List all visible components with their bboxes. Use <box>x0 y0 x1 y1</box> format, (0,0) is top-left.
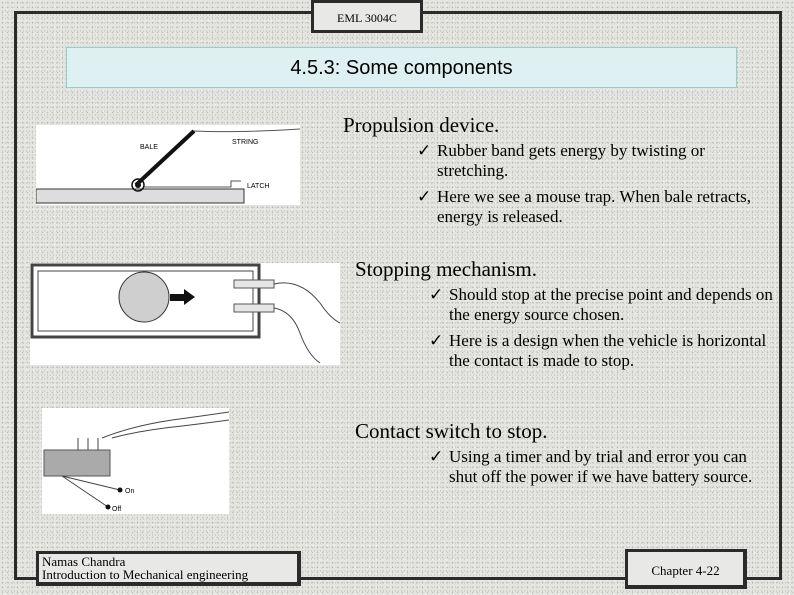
check-icon: ✓ <box>429 447 444 466</box>
on-label: On <box>125 488 135 495</box>
contact-switch-heading: Contact switch to stop. <box>355 419 548 443</box>
course-code-tab: EML 3004C <box>311 0 423 33</box>
contact-switch-bullet-1: ✓ Using a timer and by trial and error you can shut off the power if we have battery source. <box>429 447 753 486</box>
stopping-mechanism-figure <box>30 263 340 365</box>
stopping-bullet-1: ✓ Should stop at the precise point and depends on the energy source chosen. <box>429 285 773 324</box>
off-label: Off <box>112 506 122 513</box>
slide-title: 4.5.3: Some components <box>66 47 737 88</box>
propulsion-bullet-1: ✓ Rubber band gets energy by twisting or stretching. <box>417 141 705 180</box>
mouse-trap-figure <box>36 125 300 205</box>
footer-course-name: Introduction to Mechanical engineering <box>42 567 249 582</box>
check-icon: ✓ <box>429 285 444 304</box>
bale-label: BALE <box>140 144 158 151</box>
page-number: Chapter 4-22 <box>625 549 747 589</box>
check-icon: ✓ <box>417 187 432 206</box>
check-icon: ✓ <box>429 331 444 350</box>
propulsion-heading: Propulsion device. <box>343 113 500 137</box>
footer-author-box <box>36 551 301 586</box>
check-icon: ✓ <box>417 141 432 160</box>
stopping-bullet-2: ✓ Here is a design when the vehicle is horizontal the contact is made to stop. <box>429 331 767 370</box>
footer-author: Namas Chandra <box>42 554 126 569</box>
latch-label: LATCH <box>247 183 270 190</box>
stopping-heading: Stopping mechanism. <box>355 257 537 281</box>
contact-switch-figure <box>42 408 229 514</box>
string-label: STRING <box>232 139 259 146</box>
propulsion-bullet-2: ✓ Here we see a mouse trap. When bale retracts, energy is released. <box>417 187 752 226</box>
